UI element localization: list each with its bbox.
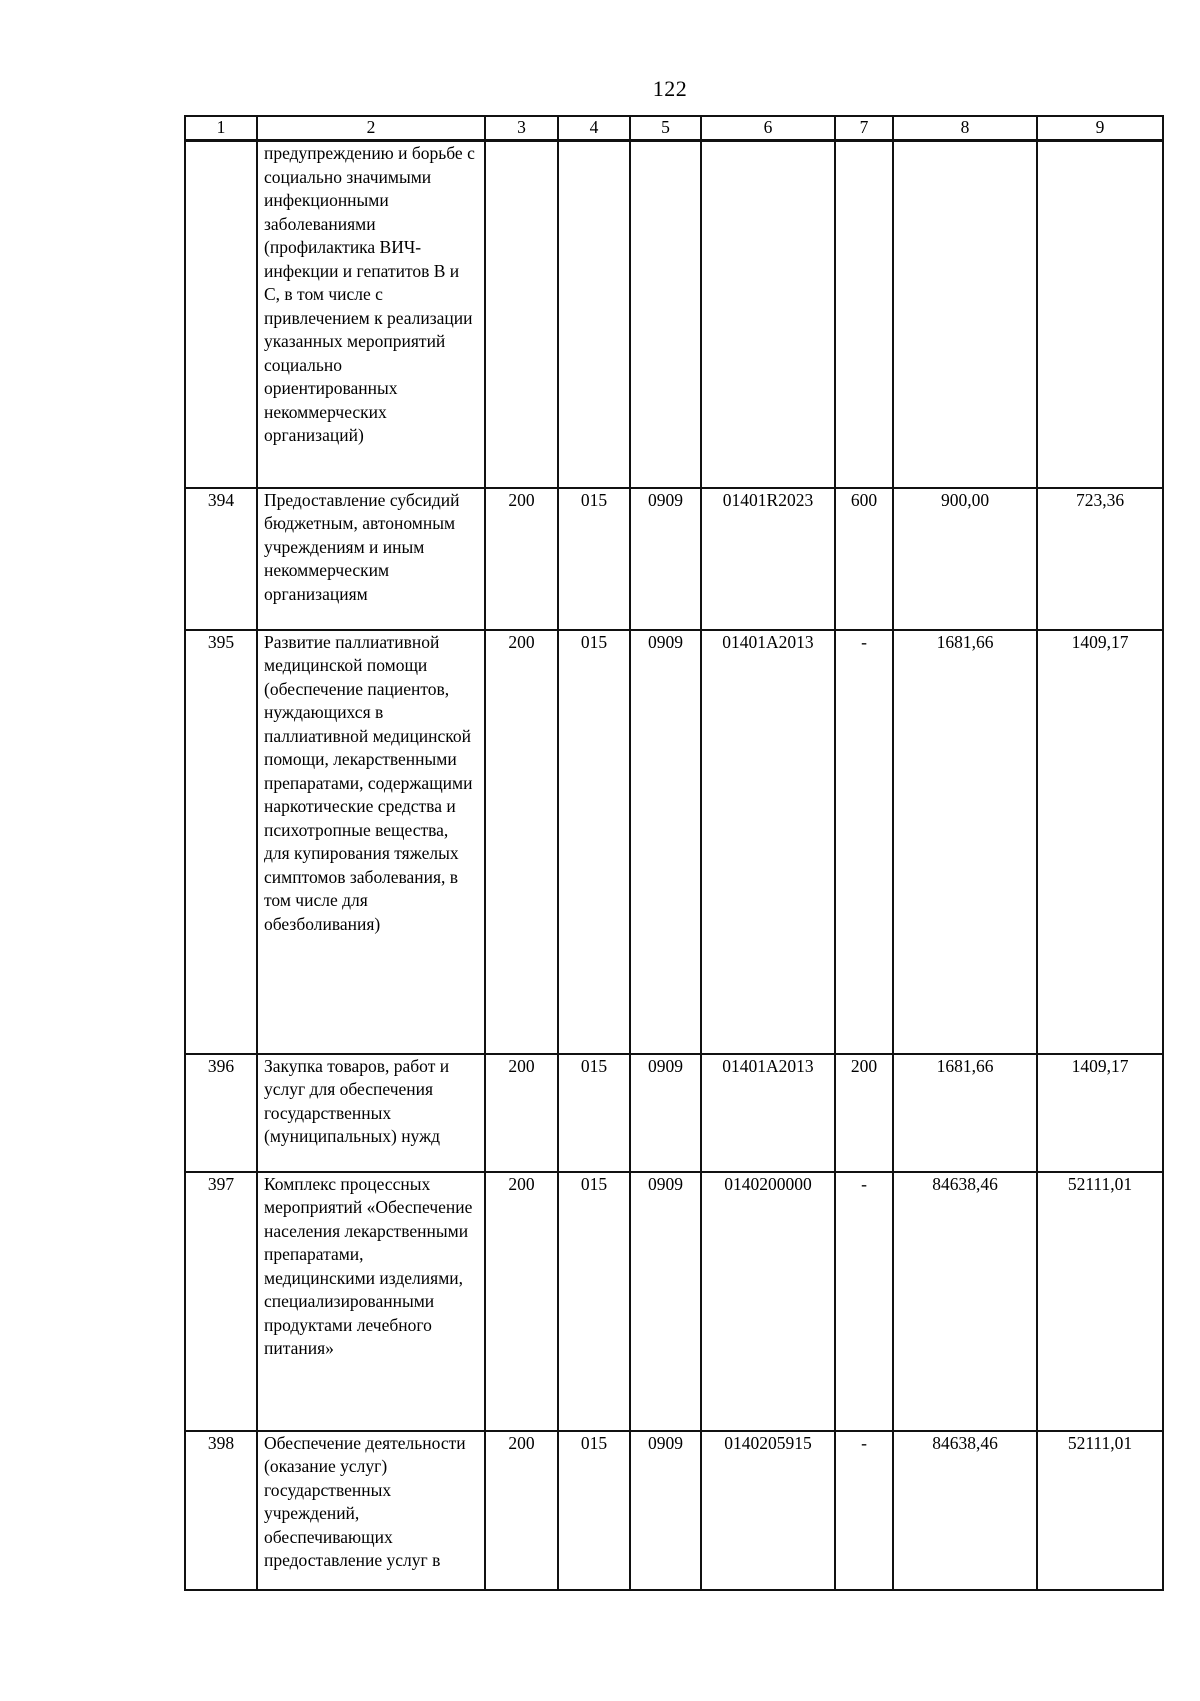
cell-empty [893, 141, 1037, 488]
cell-c9: 1409,17 [1037, 1054, 1163, 1172]
budget-table [184, 115, 1164, 1591]
cell-c3: 200 [485, 630, 558, 1054]
cell-c6: 0140205915 [701, 1431, 835, 1590]
cell-c8: 900,00 [893, 488, 1037, 630]
cell-empty [1037, 141, 1163, 488]
cell-c4: 015 [558, 1431, 630, 1590]
table-row [185, 1431, 1163, 1590]
header-col-4: 4 [558, 116, 630, 141]
cell-c6: 0140200000 [701, 1172, 835, 1431]
cell-empty [558, 141, 630, 488]
cell-c6: 01401A2013 [701, 1054, 835, 1172]
header-col-6: 6 [701, 116, 835, 141]
header-col-7: 7 [835, 116, 893, 141]
table-row [185, 630, 1163, 1054]
cell-c8: 1681,66 [893, 630, 1037, 1054]
cell-c3: 200 [485, 1431, 558, 1590]
cell-c3: 200 [485, 488, 558, 630]
cell-num [185, 141, 257, 488]
table-row [185, 1172, 1163, 1431]
header-col-8: 8 [893, 116, 1037, 141]
cell-c5: 0909 [630, 1054, 701, 1172]
table-row [185, 1054, 1163, 1172]
cell-num: 395 [185, 630, 257, 1054]
cell-num: 398 [185, 1431, 257, 1590]
cell-c7: - [835, 630, 893, 1054]
header-col-1: 1 [185, 116, 257, 141]
cell-c9: 52111,01 [1037, 1172, 1163, 1431]
cell-c8: 84638,46 [893, 1172, 1037, 1431]
cell-num: 397 [185, 1172, 257, 1431]
cell-c3: 200 [485, 1054, 558, 1172]
cell-c8: 1681,66 [893, 1054, 1037, 1172]
cell-c7: 200 [835, 1054, 893, 1172]
table-row [185, 488, 1163, 630]
cell-empty [835, 141, 893, 488]
cell-c7: - [835, 1172, 893, 1431]
cell-c5: 0909 [630, 630, 701, 1054]
header-col-2: 2 [257, 116, 485, 141]
cell-description: Закупка товаров, работ и услуг для обеспечения государственных (муниципальных) нужд [257, 1054, 485, 1172]
cell-c4: 015 [558, 1054, 630, 1172]
cell-empty [701, 141, 835, 488]
cell-c6: 01401R2023 [701, 488, 835, 630]
cell-description: Предоставление субсидий бюджетным, автономным учреждениям и иным некоммерческим организациям [257, 488, 485, 630]
cell-empty [485, 141, 558, 488]
cell-c8: 84638,46 [893, 1431, 1037, 1590]
cell-description: Развитие паллиативной медицинской помощи (обеспечение пациентов, нуждающихся в паллиативной медицинской помощи, лекарственными препаратами, содержащими наркотические средства и психотропные вещества, для купирования тяжелых симптомов заболевания, в том числе для обезболивания) [257, 630, 485, 1054]
cell-c6: 01401A2013 [701, 630, 835, 1054]
cell-c9: 723,36 [1037, 488, 1163, 630]
cell-c5: 0909 [630, 1172, 701, 1431]
cell-c3: 200 [485, 1172, 558, 1431]
cell-c5: 0909 [630, 488, 701, 630]
cell-description: предупреждению и борьбе с социально значимыми инфекционными заболеваниями (профилактика ВИЧ-инфекции и гепатитов В и С, в том числе с привлечением к реализации указанных мероприятий социально ориентированных некоммерческих организаций) [257, 141, 485, 488]
table-row-continuation [185, 141, 1163, 488]
cell-c4: 015 [558, 488, 630, 630]
header-row [185, 116, 1163, 141]
cell-c7: - [835, 1431, 893, 1590]
cell-c4: 015 [558, 1172, 630, 1431]
header-col-3: 3 [485, 116, 558, 141]
header-col-9: 9 [1037, 116, 1163, 141]
cell-description: Обеспечение деятельности (оказание услуг) государственных учреждений, обеспечивающих предоставление услуг в [257, 1431, 485, 1590]
cell-c9: 1409,17 [1037, 630, 1163, 1054]
cell-c5: 0909 [630, 1431, 701, 1590]
cell-num: 396 [185, 1054, 257, 1172]
header-col-5: 5 [630, 116, 701, 141]
cell-empty [630, 141, 701, 488]
cell-c9: 52111,01 [1037, 1431, 1163, 1590]
page-number: 122 [652, 76, 688, 101]
cell-description: Комплекс процессных мероприятий «Обеспечение населения лекарственными препаратами, медицинскими изделиями, специализированными продуктами лечебного питания» [257, 1172, 485, 1431]
cell-c7: 600 [835, 488, 893, 630]
cell-c4: 015 [558, 630, 630, 1054]
cell-num: 394 [185, 488, 257, 630]
